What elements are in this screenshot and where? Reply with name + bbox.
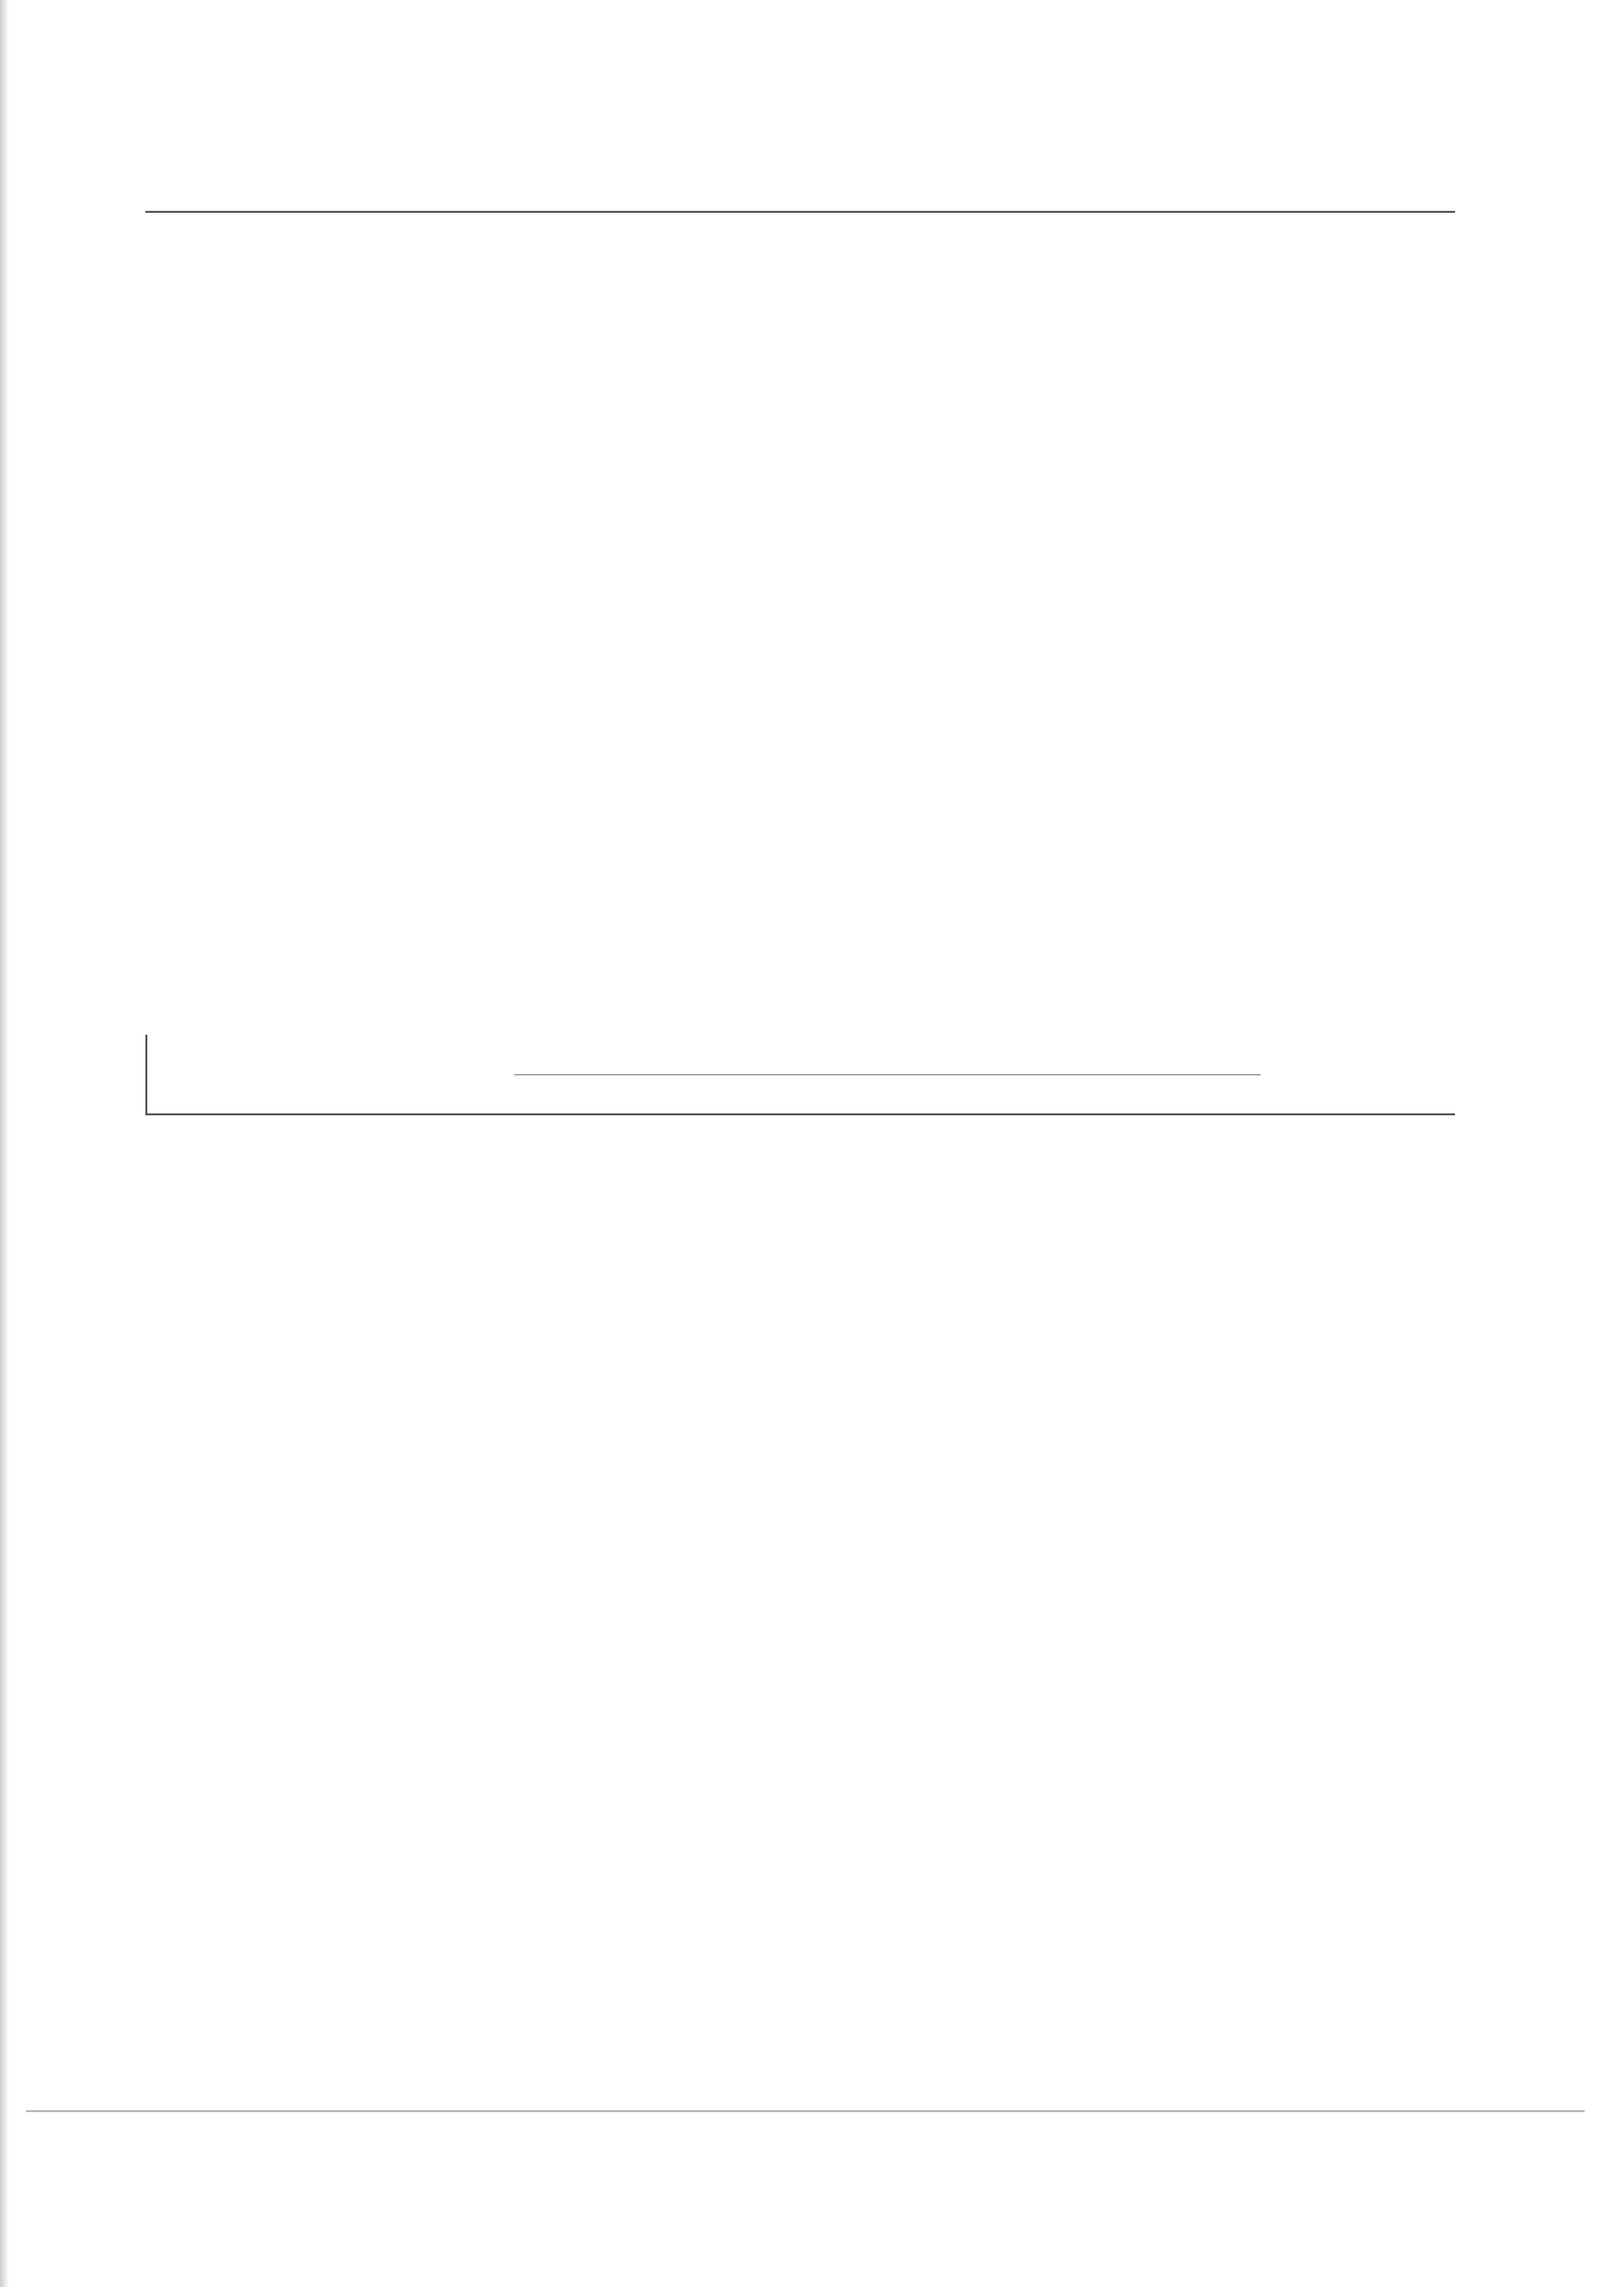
band-title-line (514, 1074, 1261, 1075)
scan-edge-shadow (0, 0, 9, 2287)
center-band (145, 1035, 1455, 1113)
manuscript-grid-bottom (145, 1113, 1455, 1115)
manuscript-grid-top (145, 211, 1455, 213)
bottom-rule (26, 2110, 1585, 2112)
